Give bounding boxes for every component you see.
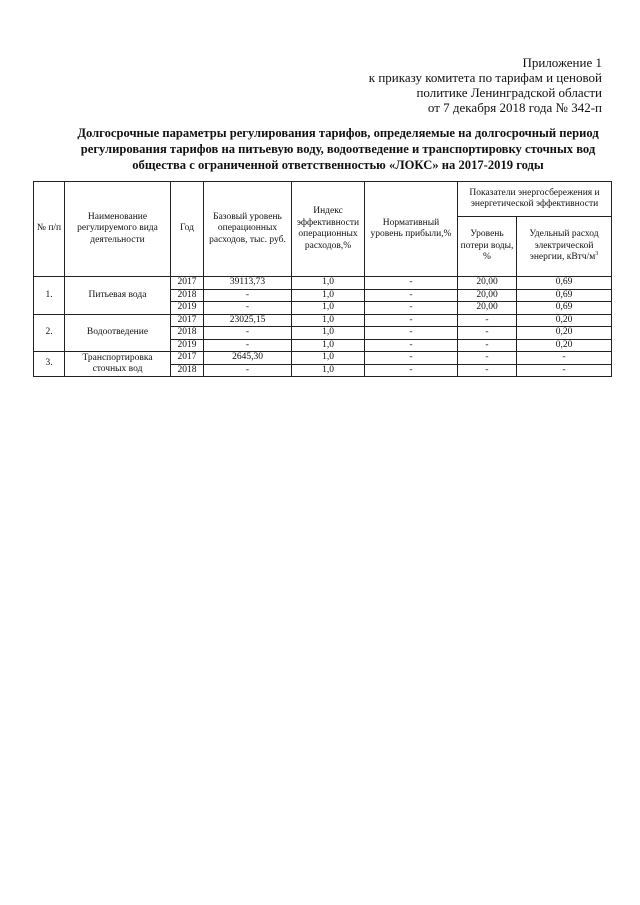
cell-year: 2018 [171, 289, 204, 302]
appendix-line: Приложение 1 [522, 55, 602, 70]
cell-efficiency-index: 1,0 [292, 339, 365, 352]
cell-base-expenses: 39113,73 [204, 277, 292, 290]
cubic-superscript: 3 [595, 251, 599, 258]
cell-num: 3. [34, 352, 65, 377]
table-row [34, 314, 612, 327]
header-year: Год [171, 182, 204, 277]
cell-energy-consumption: 0,69 [517, 302, 612, 315]
table-row [34, 277, 612, 290]
cell-year: 2017 [171, 314, 204, 327]
cell-efficiency-index: 1,0 [292, 314, 365, 327]
cell-num: 2. [34, 314, 65, 352]
cell-efficiency-index: 1,0 [292, 352, 365, 365]
title-line: общества с ограниченной ответственностью «ЛОКС» на 2017-2019 годы [132, 158, 544, 172]
cell-water-losses: - [458, 327, 517, 340]
header-water-losses: Уровень потери воды, % [458, 217, 517, 277]
header-energy-consumption-text: Удельный расход электрической энергии, кВтч/м [529, 229, 599, 263]
header-efficiency-index: Индекс эффективности операционных расходов,% [292, 182, 365, 277]
title-line: регулирования тарифов на питьевую воду, водоотведение и транспортировку сточных вод [80, 142, 596, 156]
cell-energy-consumption: - [517, 352, 612, 365]
header-energy-consumption [517, 217, 612, 277]
cell-water-losses: - [458, 364, 517, 377]
cell-profit-level: - [365, 302, 458, 315]
header-num: № п/п [34, 182, 65, 277]
title-line: Долгосрочные параметры регулирования тарифов, определяемые на долгосрочный период [77, 126, 599, 140]
cell-num: 1. [34, 277, 65, 315]
table-row [34, 352, 612, 365]
header-energy-group: Показатели энергосбережения и энергетической эффективности [458, 182, 612, 217]
appendix-block [302, 55, 602, 115]
cell-year: 2019 [171, 339, 204, 352]
parameters-table [33, 181, 612, 377]
cell-profit-level: - [365, 277, 458, 290]
appendix-line: политике Ленинградской области [416, 85, 602, 100]
table-body [34, 277, 612, 377]
cell-water-losses: 20,00 [458, 302, 517, 315]
cell-efficiency-index: 1,0 [292, 277, 365, 290]
cell-activity: Питьевая вода [65, 277, 171, 315]
cell-water-losses: - [458, 339, 517, 352]
cell-profit-level: - [365, 352, 458, 365]
cell-water-losses: - [458, 314, 517, 327]
cell-year: 2018 [171, 364, 204, 377]
cell-profit-level: - [365, 314, 458, 327]
cell-base-expenses: - [204, 327, 292, 340]
cell-energy-consumption: 0,69 [517, 289, 612, 302]
cell-energy-consumption: - [517, 364, 612, 377]
cell-profit-level: - [365, 327, 458, 340]
cell-energy-consumption: 0,69 [517, 277, 612, 290]
cell-activity: Транспортировка сточных вод [65, 352, 171, 377]
cell-energy-consumption: 0,20 [517, 327, 612, 340]
cell-base-expenses: - [204, 364, 292, 377]
cell-base-expenses: - [204, 302, 292, 315]
cell-year: 2017 [171, 352, 204, 365]
cell-base-expenses: - [204, 339, 292, 352]
cell-efficiency-index: 1,0 [292, 302, 365, 315]
cell-efficiency-index: 1,0 [292, 327, 365, 340]
cell-year: 2019 [171, 302, 204, 315]
appendix-line: к приказу комитета по тарифам и ценовой [368, 70, 602, 85]
table-header [34, 182, 612, 277]
header-activity: Наименование регулируемого вида деятельности [65, 182, 171, 277]
cell-year: 2017 [171, 277, 204, 290]
cell-profit-level: - [365, 339, 458, 352]
cell-energy-consumption: 0,20 [517, 339, 612, 352]
cell-energy-consumption: 0,20 [517, 314, 612, 327]
cell-year: 2018 [171, 327, 204, 340]
cell-efficiency-index: 1,0 [292, 364, 365, 377]
cell-profit-level: - [365, 364, 458, 377]
header-profit-level: Нормативный уровень прибыли,% [365, 182, 458, 277]
header-base-expenses: Базовый уровень операционных расходов, тыс. руб. [204, 182, 292, 277]
cell-base-expenses: 23025,15 [204, 314, 292, 327]
cell-water-losses: 20,00 [458, 277, 517, 290]
cell-base-expenses: - [204, 289, 292, 302]
document-title [60, 125, 616, 173]
cell-activity: Водоотведение [65, 314, 171, 352]
cell-efficiency-index: 1,0 [292, 289, 365, 302]
cell-water-losses: - [458, 352, 517, 365]
cell-base-expenses: 2645,30 [204, 352, 292, 365]
cell-profit-level: - [365, 289, 458, 302]
appendix-line: от 7 декабря 2018 года № 342-п [427, 100, 602, 115]
cell-water-losses: 20,00 [458, 289, 517, 302]
